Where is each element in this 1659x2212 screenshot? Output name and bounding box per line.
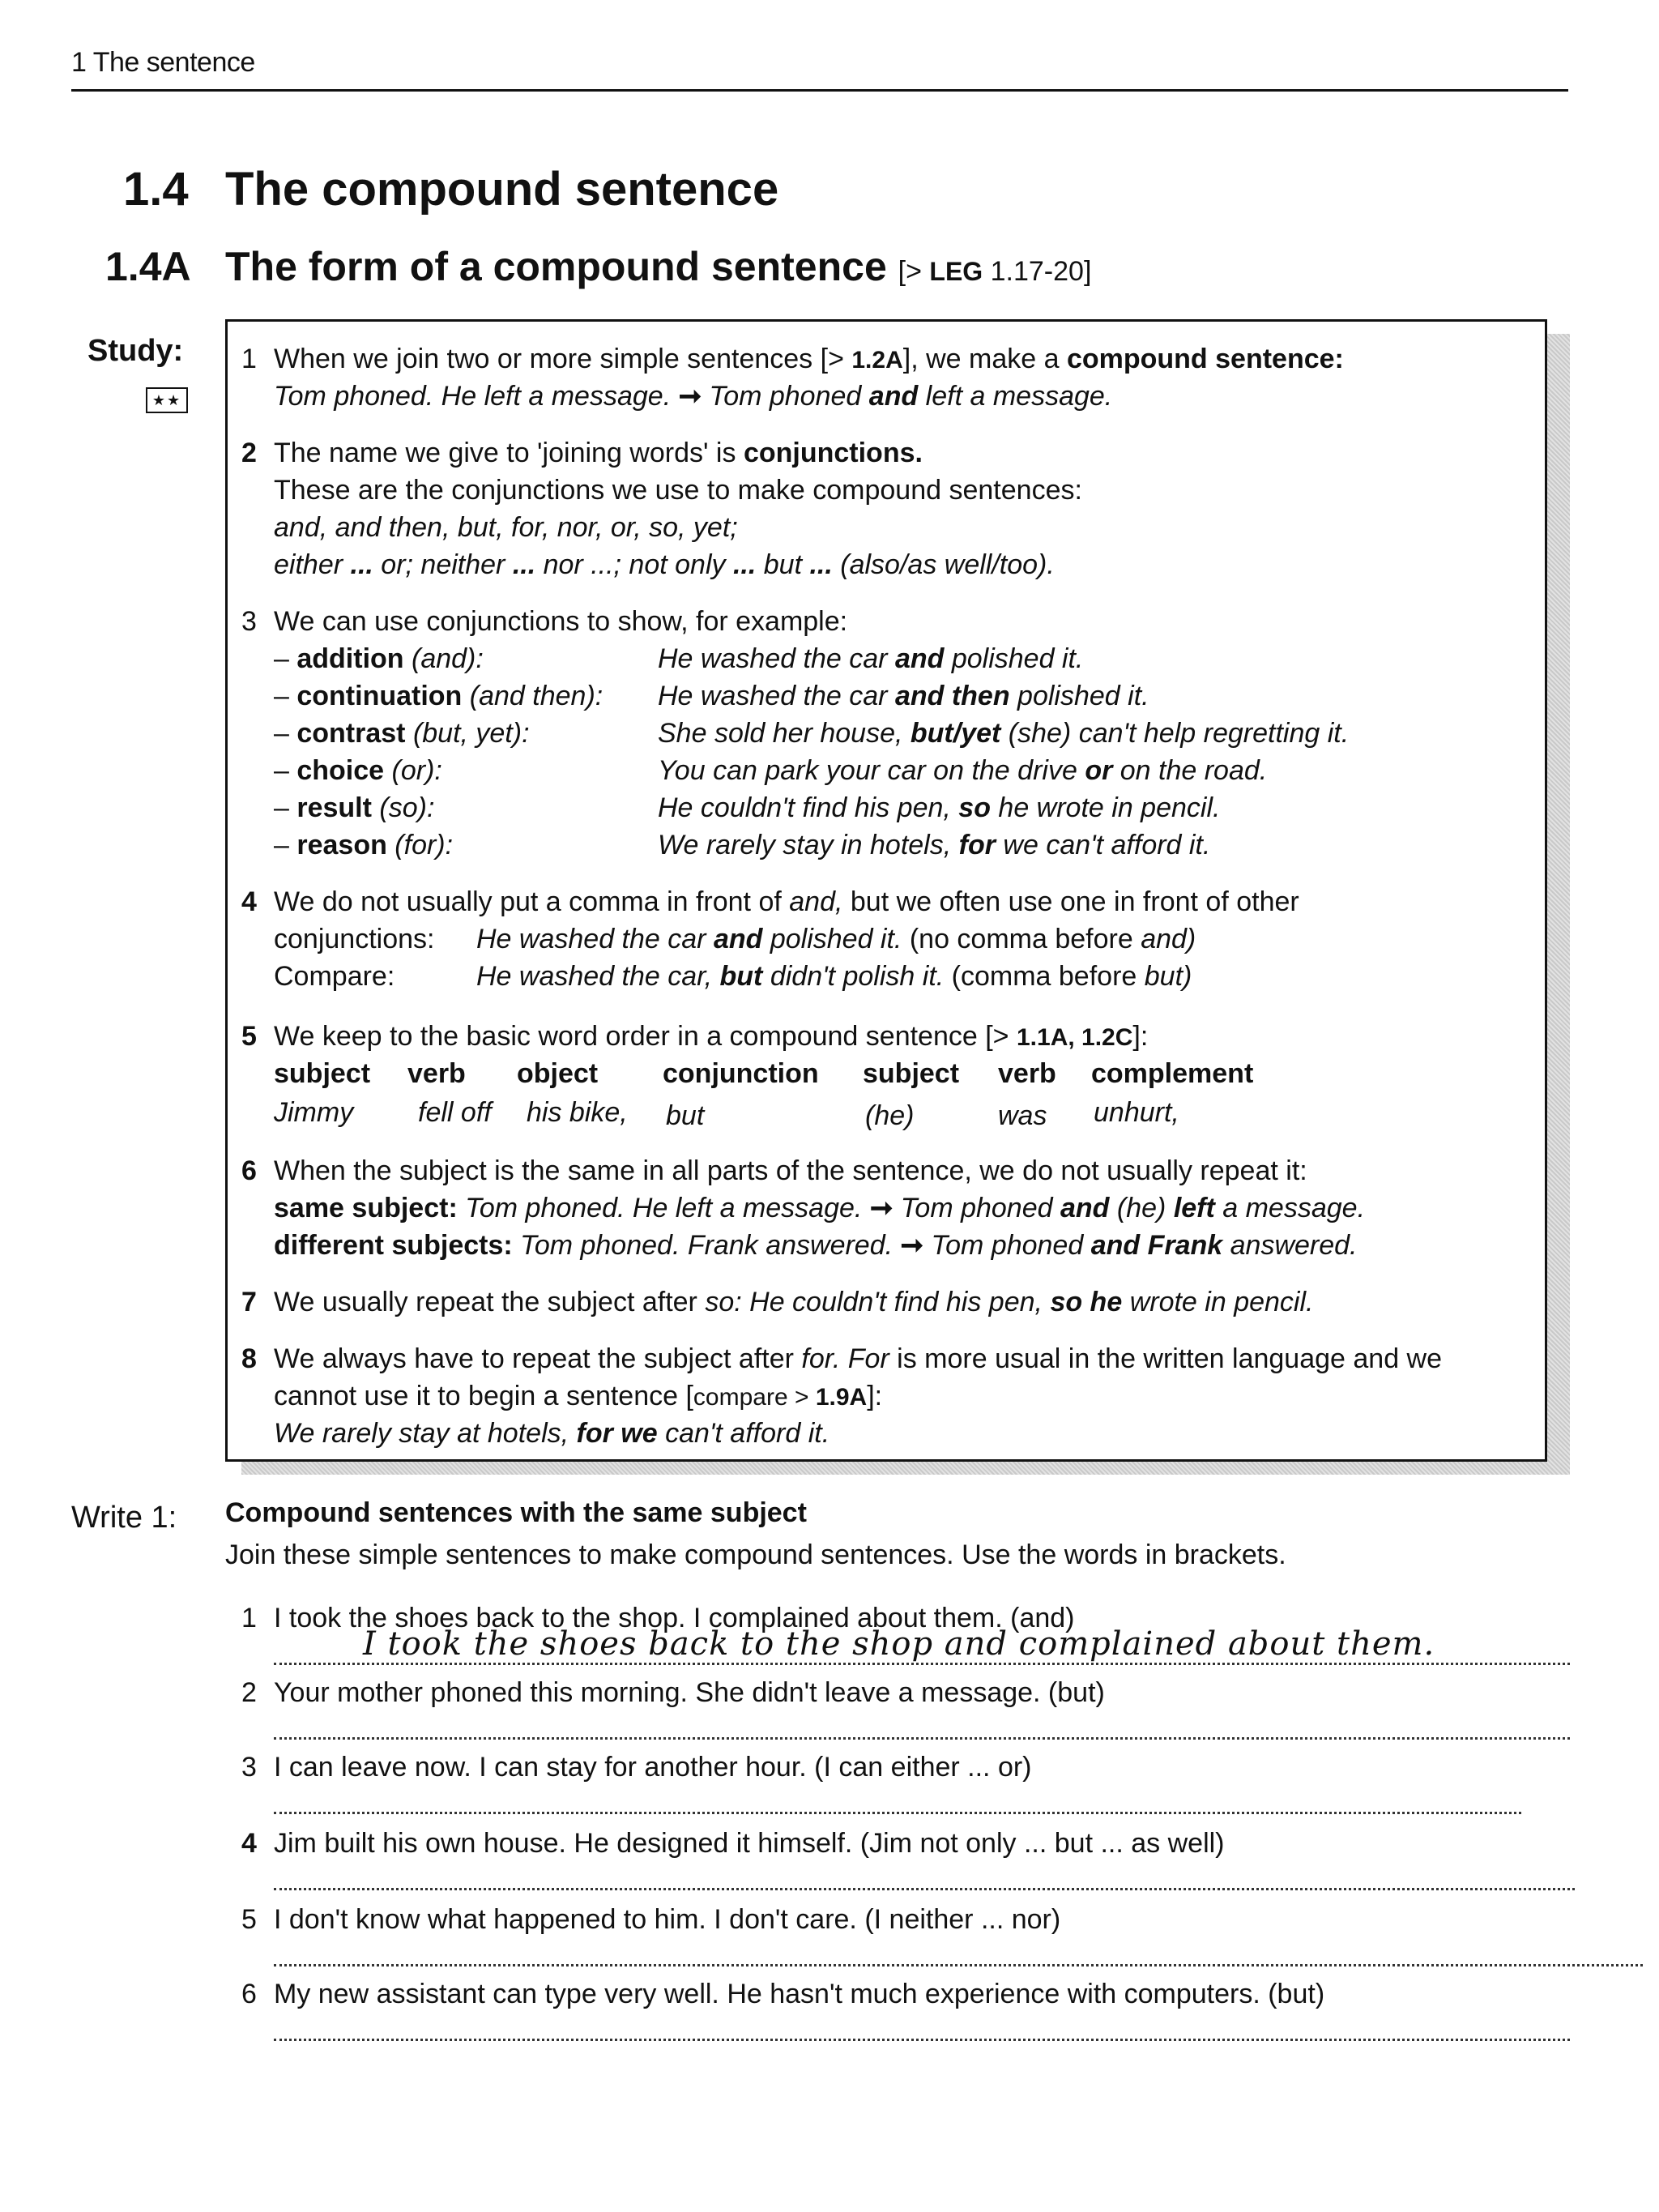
word-order-value: unhurt, [1094,1097,1179,1128]
subsection-reference: [> LEG 1.17-20] [898,256,1092,287]
exercise-item-number: 4 [241,1828,257,1859]
word-order-value: fell off [418,1097,492,1128]
note-8-line-2: cannot use it to begin a sentence [compare > 1.9A]: [274,1381,883,1411]
word-order-heading: verb [407,1058,466,1089]
word-order-value: Jimmy [274,1097,354,1128]
exercise-item-prompt: Jim built his own house. He designed it himself. (Jim not only ... but ... as well) [274,1828,1225,1859]
word-order-heading: subject [863,1058,960,1089]
note-number: 1 [241,344,257,374]
difficulty-stars: ★★ [146,387,188,413]
word-order-heading: conjunction [663,1058,819,1089]
note-4-line-1: We do not usually put a comma in front of and, but we often use one in front of other [274,886,1299,917]
exercise-item-number: 6 [241,1979,257,2009]
subsection-title: The form of a compound sentence [> LEG 1.17-20] [225,244,1092,289]
section-number: 1.4 [123,163,189,216]
running-header: 1 The sentence [71,47,255,78]
exercise-item-prompt: I can leave now. I can stay for another hour. (I can either ... or) [274,1752,1032,1783]
exercise-item-prompt: I don't know what happened to him. I don't care. (I neither ... nor) [274,1904,1061,1935]
note-7-line-1: We usually repeat the subject after so: He couldn't find his pen, so he wrote in pencil. [274,1287,1314,1317]
note-number: 8 [241,1343,257,1374]
note-4-label-conjunctions: conjunctions: [274,924,435,954]
exercise-item-prompt: My new assistant can type very well. He hasn't much experience with computers. (but) [274,1979,1325,2009]
exercise-instruction: Join these simple sentences to make compound sentences. Use the words in brackets. [225,1539,1286,1570]
answer-line[interactable] [274,1663,1570,1665]
note-8-example: We rarely stay at hotels, for we can't afford it. [274,1418,830,1449]
note-number: 5 [241,1021,257,1052]
purpose-label: – continuation (and then): [274,681,603,711]
answer-line[interactable] [274,2039,1570,2041]
note-6-different-subjects: different subjects: Tom phoned. Frank answered. ➞ Tom phoned and Frank answered. [274,1230,1358,1261]
study-label: Study: [87,334,184,368]
note-number: 3 [241,606,257,637]
purpose-example: He washed the car and then polished it. [658,681,1149,711]
note-1-example: Tom phoned. He left a message. ➞ Tom phoned and left a message. [274,381,1113,412]
note-number: 4 [241,886,257,917]
note-8-line-1: We always have to repeat the subject after for. For is more usual in the written language and we [274,1343,1443,1374]
note-number: 7 [241,1287,257,1317]
answer-line[interactable] [274,1964,1643,1966]
subsection-number: 1.4A [105,244,191,289]
note-2-line-2: These are the conjunctions we use to make compound sentences: [274,475,1082,506]
note-5-line-1: We keep to the basic word order in a compound sentence [> 1.1A, 1.2C]: [274,1021,1149,1052]
word-order-heading: subject [274,1058,371,1089]
purpose-example: He couldn't find his pen, so he wrote in pencil. [658,792,1221,823]
note-3-line-1: We can use conjunctions to show, for example: [274,606,848,637]
word-order-value: but [666,1100,705,1131]
exercise-item-prompt: Your mother phoned this morning. She didn't leave a message. (but) [274,1677,1105,1708]
word-order-value: (he) [865,1100,915,1131]
word-order-heading: complement [1091,1058,1254,1089]
word-order-heading: object [517,1058,599,1089]
write-1-label: Write 1: [71,1501,177,1535]
purpose-example: He washed the car and polished it. [658,643,1084,674]
word-order-value: his bike, [527,1097,628,1128]
purpose-label: – choice (or): [274,755,442,786]
exercise-item-number: 3 [241,1752,257,1783]
word-order-value: was [998,1100,1047,1131]
purpose-label: – addition (and): [274,643,484,674]
answer-line[interactable] [274,1737,1570,1740]
note-number: 6 [241,1155,257,1186]
note-6-line-1: When the subject is the same in all parts of the sentence, we do not usually repeat it: [274,1155,1307,1186]
section-title: The compound sentence [225,163,779,216]
purpose-example: You can park your car on the drive or on the road. [658,755,1268,786]
handwritten-answer: I took the shoes back to the shop and complained about them. [363,1625,1435,1663]
note-4-example-1: He washed the car and polished it. (no comma before and) [476,924,1196,954]
purpose-example: We rarely stay in hotels, for we can't afford it. [658,830,1211,860]
word-order-heading: verb [998,1058,1056,1089]
exercise-item-number: 1 [241,1603,257,1633]
exercise-item-number: 5 [241,1904,257,1935]
purpose-label: – result (so): [274,792,435,823]
exercise-title: Compound sentences with the same subject [225,1497,807,1528]
exercise-item-number: 2 [241,1677,257,1708]
note-number: 2 [241,438,257,468]
note-2-paired-conjunctions: either ... or; neither ... nor ...; not only ... but ... (also/as well/too). [274,549,1055,580]
purpose-label: – reason (for): [274,830,454,860]
exercise-item-prompt: I took the shoes back to the shop. I complained about them. (and) [274,1603,1075,1633]
purpose-label: – contrast (but, yet): [274,718,530,749]
answer-line[interactable] [274,1812,1521,1814]
purpose-example: She sold her house, but/yet (she) can't help regretting it. [658,718,1350,749]
answer-line[interactable] [274,1888,1575,1890]
note-4-label-compare: Compare: [274,961,395,992]
header-rule [71,89,1568,92]
note-6-same-subject: same subject: Tom phoned. He left a message. ➞ Tom phoned and (he) left a message. [274,1193,1366,1223]
note-4-example-2: He washed the car, but didn't polish it. (comma before but) [476,961,1192,992]
note-2-line-1: The name we give to 'joining words' is conjunctions. [274,438,923,468]
note-1-line-1: When we join two or more simple sentences [> 1.2A], we make a compound sentence: [274,344,1344,374]
note-2-conjunction-list: and, and then, but, for, nor, or, so, yet; [274,512,738,543]
